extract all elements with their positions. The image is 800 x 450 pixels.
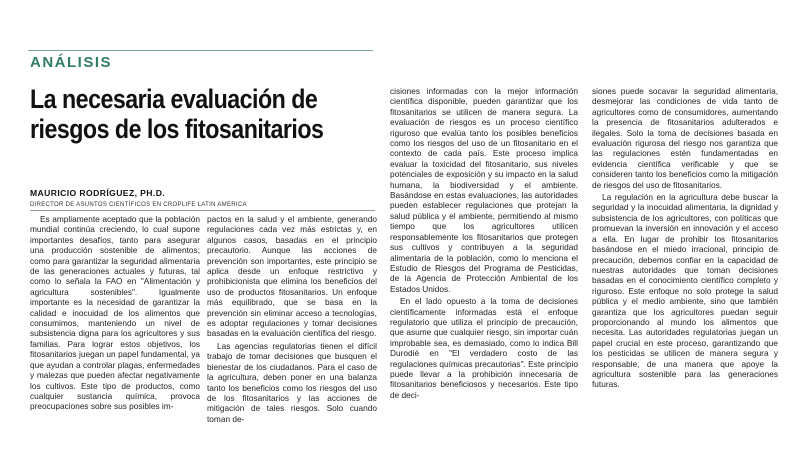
article-title: La necesaria evaluación de riesgos de los fitosanitarios — [30, 84, 324, 144]
paragraph: En el lado opuesto a la toma de decisiones científicamente informadas está el enfoque regulatorio que utiliza el principio de precaución, que asume que cualquier riesgo, sin importar cuán improbable sea, es demasiado, como lo indica Bill Durodié en "El verdadero costo de las regulaciones químicas precautorias". Este principio puede llevar a la prohibición innecesaria de fitosanitarios beneficiosos y necesarios. Este tipo de deci- — [390, 296, 578, 400]
paragraph: siones puede socavar la seguridad alimentaria, desmejorar las condiciones de vida tanto de agricultores como de consumidores, aumentando la presencia de fitosanitarios adulterados e ilegales. Solo la toma de decisiones basada en evaluación rigurosa del riesgo nos garantiza que las regulaciones estén fundamentadas en evidencia científica verificable y que se consideren tanto los beneficios como la mitigación de riesgos del uso de fitosanitarios. — [592, 86, 778, 190]
paragraph: pactos en la salud y el ambiente, generando regulaciones cada vez más estrictas y, en algunos casos, basadas en el principio precautorio. Aunque las acciones de prevención son importantes, este principio se aplica desde un enfoque restrictivo y prohibicionista que elimina los beneficios del uso de productos fitosanitarios. Un enfoque más equilibrado, que se basa en la prevención sin eliminar acceso a tecnologías, es adoptar regulaciones y tomar decisiones basadas en la evaluación científica del riesgo. — [207, 214, 377, 339]
byline-rule — [30, 210, 375, 211]
text-column-3 — [390, 86, 578, 446]
author-name: MAURICIO RODRÍGUEZ, PH.D. — [30, 188, 166, 198]
text-column-1 — [30, 214, 200, 446]
paragraph: Es ampliamente aceptado que la población mundial continúa creciendo, lo cual supone importantes desafíos, tanto para asegurar una producción sostenible de alimentos; como para garantizar la seguridad alimentaria de las generaciones actuales y futuras, tal como lo señala la FAO en "Alimentación y agricultura sostenibles". Igualmente importante es la necesidad de garantizar la calidad e inocuidad de los alimentos que consumimos, manteniendo un nivel de subsistencia digna para los agricultores y sus familias. Para lograr estos objetivos, los fitosanitarios juegan un papel fundamental, ya que ayudan a controlar plagas, enfermedades y malezas que pueden afectar negativamente los cultivos. Este tipo de productos, como cualquier sustancia química, provoca preocupaciones sobre sus posibles im- — [30, 214, 200, 412]
byline — [30, 188, 375, 208]
author-role: DIRECTOR DE ASUNTOS CIENTÍFICOS EN CROPLIFE LATIN AMERICA — [30, 202, 247, 208]
paragraph: La regulación en la agricultura debe buscar la seguridad y la inocuidad alimentaria, la dignidad y subsistencia de los agricultores, con políticas que promuevan la inversión en innovación y el acceso a ella. En lugar de prohibir los fitosanitarios basándose en el miedo irracional, principio de precaución, debemos confiar en la capacidad de nuestras autoridades que toman decisiones basadas en el conocimiento científico completo y riguroso. Este enfoque no solo protege la salud pública y el medio ambiente, sino que también garantiza que los agricultores puedan seguir proporcionando al mundo los alimentos que necesita. Las autoridades regulatorias juegan un papel crucial en este proceso, garantizando que los pesticidas se utilicen de manera segura y responsable, de una manera que apoye la agricultura sostenible para las generaciones futuras. — [592, 192, 778, 390]
section-label: ANÁLISIS — [30, 54, 113, 71]
top-rule — [28, 50, 373, 51]
paragraph: Las agencias regulatorias tienen el difícil trabajo de tomar decisiones que busquen el bienestar de los ciudadanos. Para el caso de la agricultura, deben poner en una balanza tanto los beneficios como los riesgos del uso de los fitosanitarios y las acciones de mitigación de tales riesgos. Solo cuando toman de- — [207, 340, 377, 424]
text-column-2 — [207, 214, 377, 446]
paragraph: cisiones informadas con la mejor información científica disponible, pueden garantizar que los fitosanitarios se utilicen de manera segura. La evaluación de riesgos es un proceso científico riguroso que evalúa tanto los posibles beneficios como los riesgos del uso de un fitosanitario en el contexto de cada país. Este proceso implica evaluar la toxicidad del fitosanitario, sus niveles potenciales de exposición y su impacto en la salud humana, la biodiversidad y el ambiente. Basándose en estas evaluaciones, las autoridades pueden establecer regulaciones que protejan la salud pública y el ambiente, permitiendo al mismo tiempo que los agricultores utilicen responsablemente los fitosanitarios que protegen sus cultivos y contribuyen a la seguridad alimentaria de la población, como lo menciona el Estudio de Riesgos del Programa de Pesticidas, de la Agencia de Protección Ambiental de los Estados Unidos. — [390, 86, 578, 294]
text-column-4 — [592, 86, 778, 446]
